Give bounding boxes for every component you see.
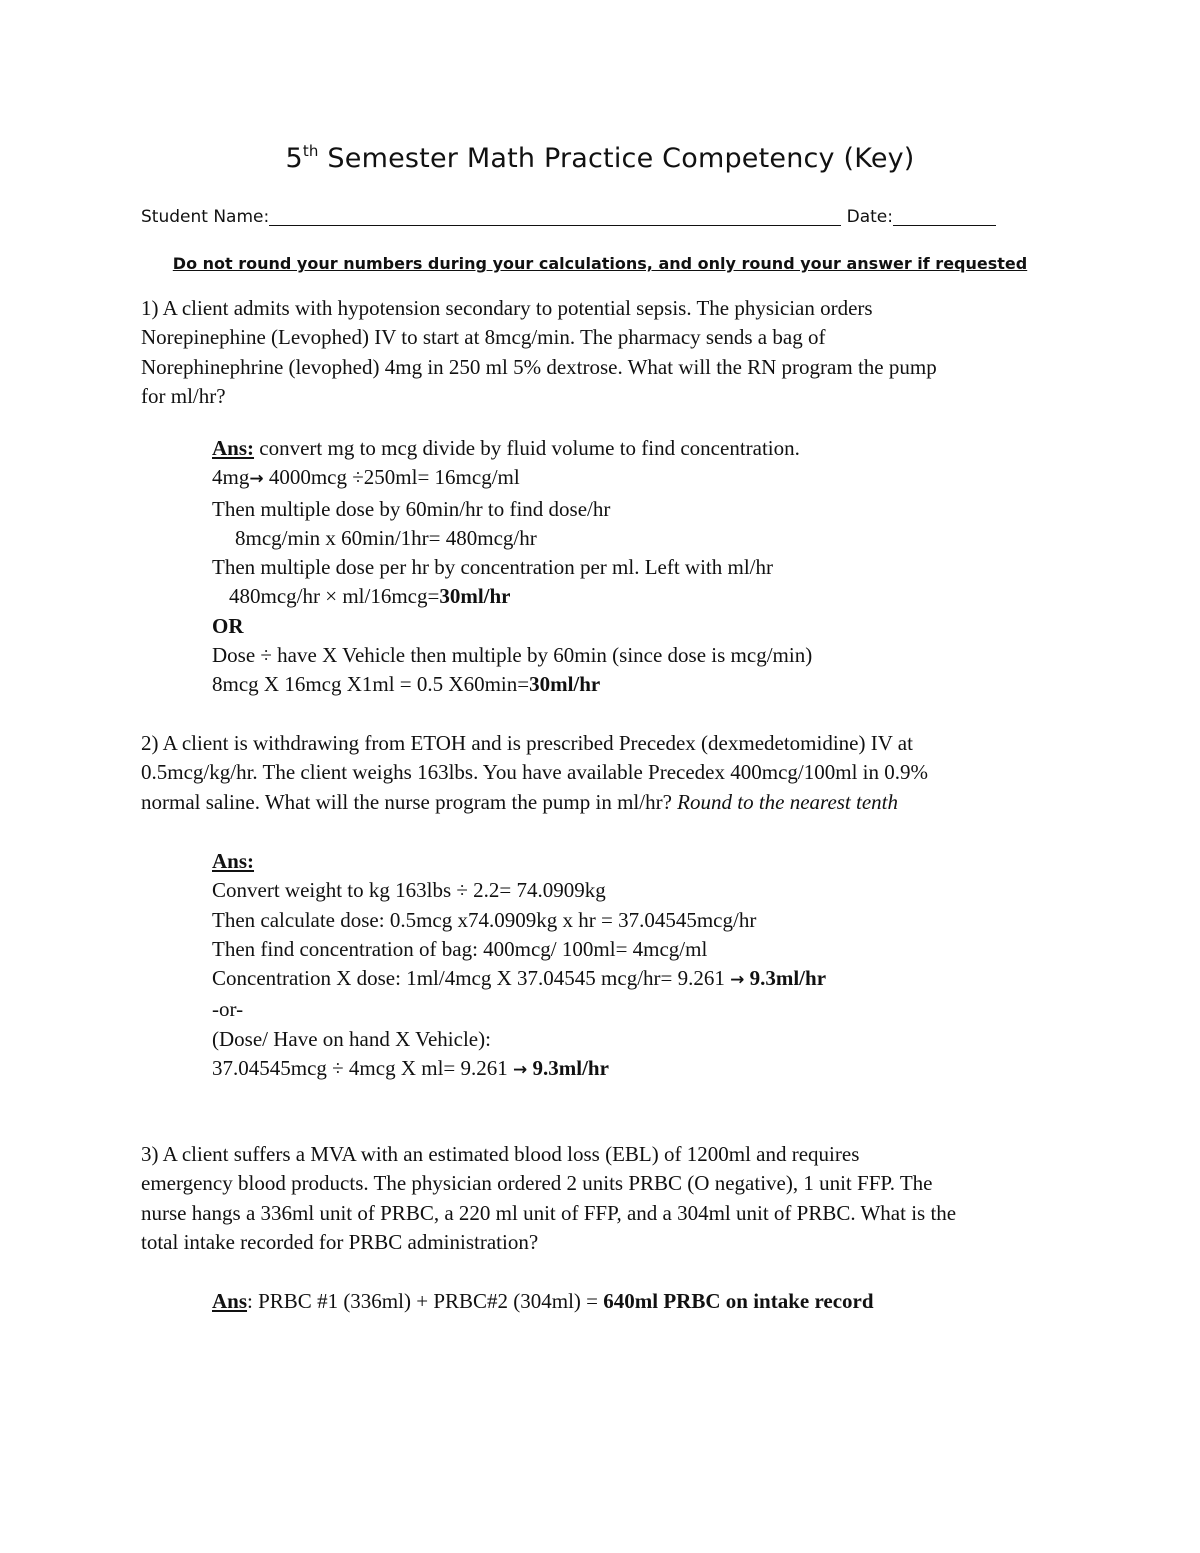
answer-line: Then find concentration of bag: 400mcg/ 100ml= 4mcg/ml <box>212 936 708 961</box>
answer-label: Ans <box>212 1289 248 1313</box>
answer-line: 8mcg/min x 60min/1hr= 480mcg/hr <box>235 525 537 550</box>
answer-line: Then multiple dose per hr by concentration per ml. Left with ml/hr <box>212 555 774 580</box>
answer-line: Then calculate dose: 0.5mcg x74.0909kg x hr = 37.04545mcg/hr <box>212 907 757 932</box>
answer-text: 4000mcg ÷250ml= 16mcg/ml <box>263 465 520 490</box>
title-text: Semester Math Practice Competency (Key) <box>318 143 915 174</box>
answer-line <box>212 1054 1092 1085</box>
answer-line <box>212 434 1092 463</box>
answer-text: 480mcg/hr × ml/16mcg= <box>229 584 440 609</box>
answer-line <box>212 582 1092 611</box>
arrow-right-icon: → <box>513 1060 528 1081</box>
answer-result: 9.3ml/hr <box>744 966 827 991</box>
answer-2 <box>212 847 1092 1085</box>
question-line: Norepinephine (Levophed) IV to start at 8mcg/min. The pharmacy sends a bag of <box>141 325 826 350</box>
answer-line <box>212 847 1092 876</box>
answer-3 <box>212 1287 1092 1316</box>
student-name-blank[interactable] <box>269 206 841 226</box>
question-line: 0.5mcg/kg/hr. The client weighs 163lbs. You have available Precedex 400mcg/100ml in 0.9% <box>141 760 928 785</box>
answer-text: convert mg to mcg divide by fluid volume to find concentration. <box>254 436 800 460</box>
answer-line: Then multiple dose by 60min/hr to find dose/hr <box>212 496 611 521</box>
answer-line: (Dose/ Have on hand X Vehicle): <box>212 1026 491 1051</box>
rounding-instruction: Round to the nearest tenth <box>671 789 899 814</box>
answer-or: -or- <box>212 997 244 1022</box>
date-blank[interactable] <box>893 206 996 226</box>
answer-line: Dose ÷ have X Vehicle then multiple by 60min (since dose is mcg/min) <box>212 643 813 668</box>
answer-result: 640ml PRBC on intake record <box>603 1289 874 1313</box>
question-line: total intake recorded for PRBC administration? <box>141 1229 539 1254</box>
arrow-right-icon: → <box>730 970 745 991</box>
student-info-line <box>141 206 1041 227</box>
question-line: emergency blood products. The physician ordered 2 units PRBC (O negative), 1 unit FFP. The <box>141 1171 933 1196</box>
answer-text: 37.04545mcg ÷ 4mcg X ml= 9.261 <box>212 1056 514 1081</box>
answer-1 <box>212 434 1092 700</box>
question-2 <box>141 729 1071 817</box>
question-line: 3) A client suffers a MVA with an estimated blood loss (EBL) of 1200ml and requires <box>141 1142 860 1166</box>
answer-text: 4mg <box>212 465 250 490</box>
student-name-label: Student Name: <box>141 207 270 227</box>
arrow-right-icon: → <box>249 469 264 490</box>
answer-text: : PRBC #1 (336ml) + PRBC#2 (304ml) = <box>247 1289 604 1313</box>
title-superscript: th <box>302 142 319 160</box>
question-3 <box>141 1140 1081 1257</box>
answer-line: Convert weight to kg 163lbs ÷ 2.2= 74.0909kg <box>212 878 606 903</box>
answer-label: Ans: <box>212 849 255 873</box>
answer-result: 9.3ml/hr <box>527 1056 609 1081</box>
answer-line <box>212 463 1092 494</box>
question-line <box>141 788 1071 817</box>
answer-label: Ans: <box>212 436 255 460</box>
answer-line <box>212 1287 1092 1316</box>
question-line: 1) A client admits with hypotension secondary to potential sepsis. The physician orders <box>141 296 873 320</box>
date-label: Date: <box>846 207 893 227</box>
answer-text: 8mcg X 16mcg X1ml = 0.5 X60min= <box>212 672 530 697</box>
question-text: normal saline. What will the nurse program the pump in ml/hr? <box>141 789 672 814</box>
question-1 <box>141 294 1071 411</box>
answer-text: Concentration X dose: 1ml/4mcg X 37.04545 mcg/hr= 9.261 <box>212 966 731 991</box>
answer-or <box>212 612 1092 641</box>
question-line: Norephinephrine (levophed) 4mg in 250 ml 5% dextrose. What will the RN program the pump <box>141 354 937 379</box>
page-title <box>0 143 1200 174</box>
question-line: nurse hangs a 336ml unit of PRBC, a 220 ml unit of FFP, and a 304ml unit of PRBC. What is the <box>141 1200 957 1225</box>
answer-line <box>212 670 1092 699</box>
question-line: 2) A client is withdrawing from ETOH and is prescribed Precedex (dexmedetomidine) IV at <box>141 731 913 755</box>
answer-result: 30ml/hr <box>529 672 601 697</box>
question-line: for ml/hr? <box>141 383 226 408</box>
or-label: OR <box>212 613 244 638</box>
answer-line <box>212 964 1092 995</box>
instruction: Do not round your numbers during your calculations, and only round your answer if requested <box>172 254 1028 273</box>
answer-result: 30ml/hr <box>439 584 511 609</box>
title-number: 5 <box>285 143 303 174</box>
